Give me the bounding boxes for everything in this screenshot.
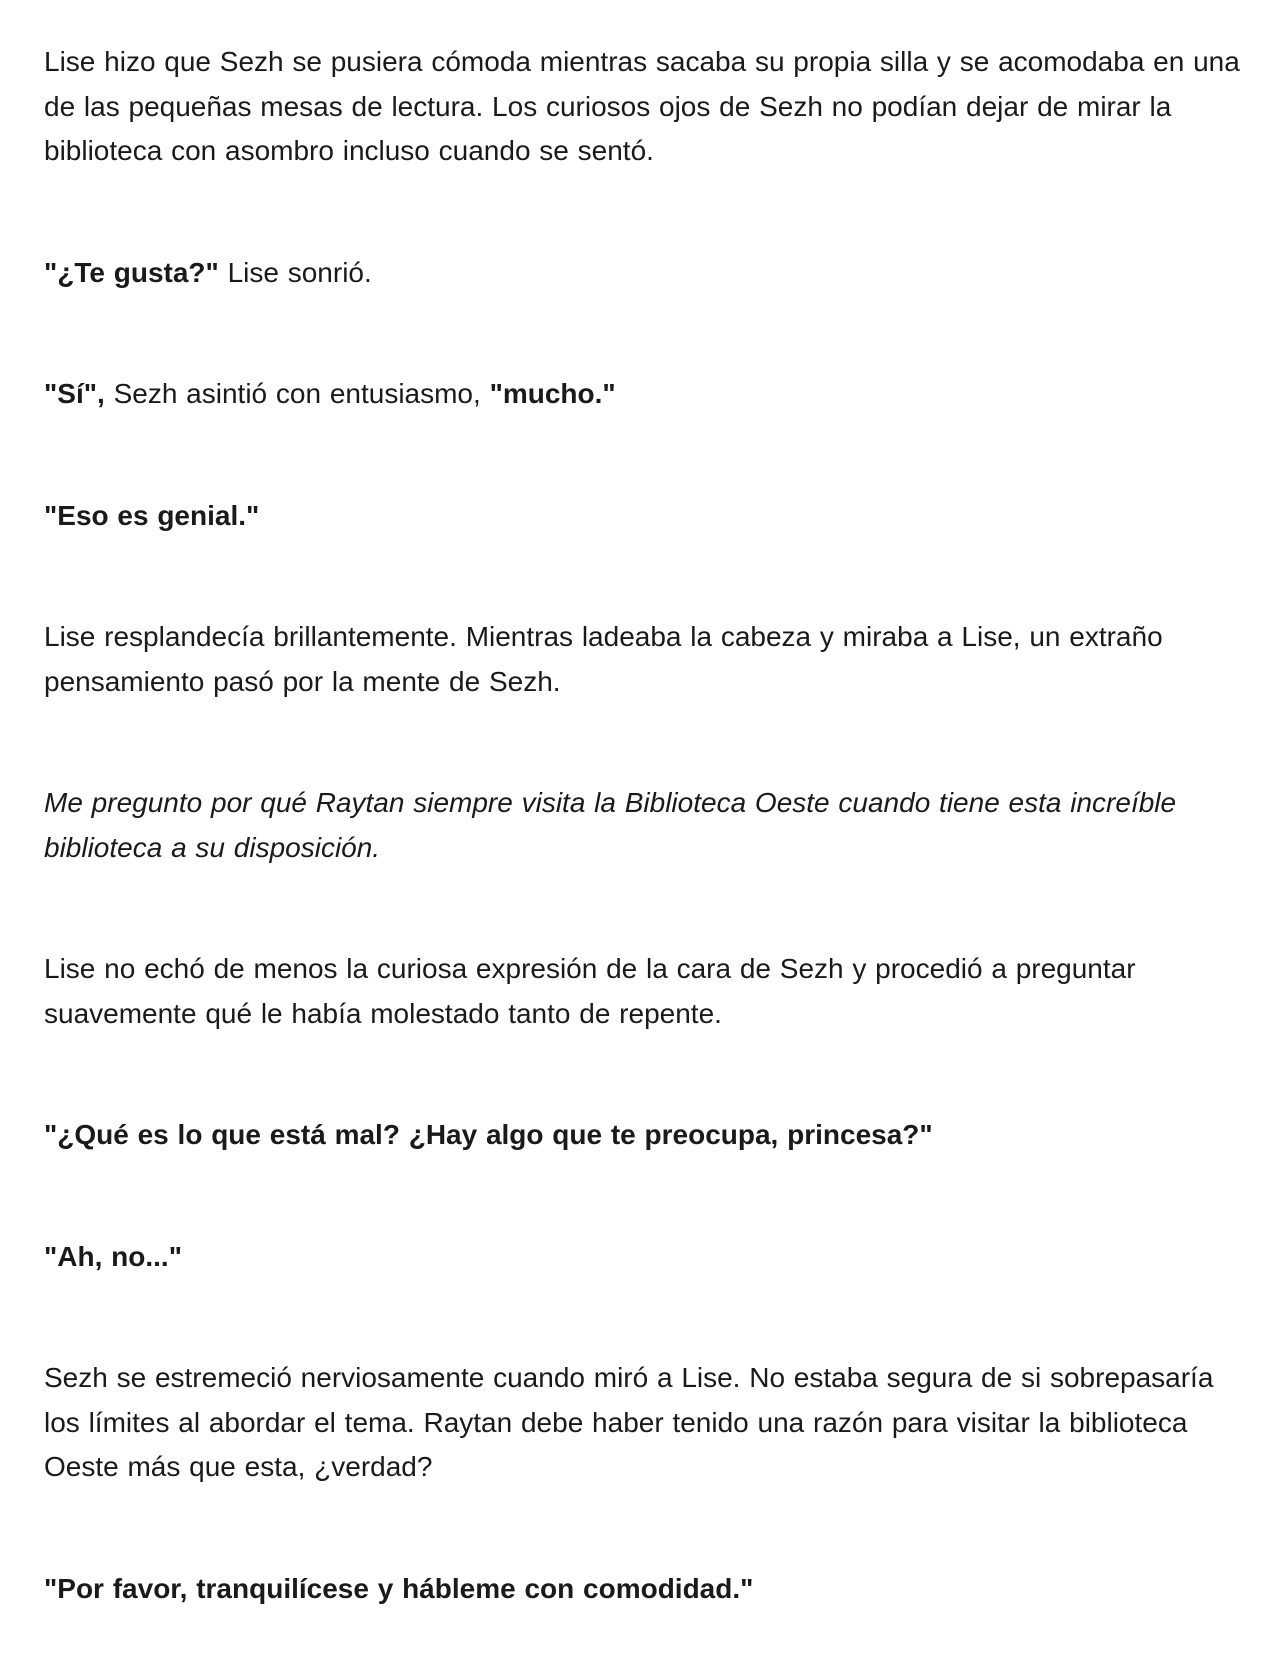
dialogue-text: "Por favor, tranquilícese y hábleme con comodidad." <box>44 1572 754 1604</box>
dialogue-paragraph <box>44 251 1244 296</box>
dialogue-text: "mucho." <box>489 378 616 409</box>
paragraph-text: Lise resplandecía brillantemente. Mientras ladeaba la cabeza y miraba a Lise, un extraño pensamiento pasó por la mente de Sezh. <box>44 621 1163 697</box>
narration-text: Sezh asintió con entusiasmo, <box>104 378 490 409</box>
dialogue-text: "¿Te gusta?" <box>44 256 219 288</box>
narration-paragraph <box>44 615 1244 704</box>
narration-paragraph <box>44 1356 1244 1490</box>
dialogue-paragraph <box>44 1567 1244 1612</box>
dialogue-paragraph <box>44 1113 1244 1158</box>
dialogue-text: "Eso es genial." <box>44 499 260 531</box>
document-page <box>44 40 1244 1611</box>
dialogue-paragraph <box>44 372 1244 417</box>
paragraph-text: Lise hizo que Sezh se pusiera cómoda mientras sacaba su propia silla y se acomodaba en una de las pequeñas mesas de lectura. Los curiosos ojos de Sezh no podían dejar de mirar la biblioteca con asombro incluso cuando se sentó. <box>44 46 1240 166</box>
dialogue-paragraph <box>44 1235 1244 1280</box>
dialogue-text: "¿Qué es lo que está mal? ¿Hay algo que te preocupa, princesa?" <box>44 1119 933 1150</box>
dialogue-text: "Sí", <box>44 378 105 409</box>
narration-paragraph <box>44 40 1244 174</box>
narration-text: Lise sonrió. <box>218 256 372 288</box>
narration-paragraph <box>44 947 1244 1036</box>
thought-text: Me pregunto por qué Raytan siempre visita la Biblioteca Oeste cuando tiene esta increíble biblioteca a su disposición. <box>44 787 1177 863</box>
paragraph-text: Lise no echó de menos la curiosa expresión de la cara de Sezh y procedió a preguntar suavemente qué le había molestado tanto de repente. <box>44 953 1136 1029</box>
dialogue-paragraph <box>44 494 1244 539</box>
dialogue-text: "Ah, no..." <box>44 1240 182 1272</box>
paragraph-text: Sezh se estremeció nerviosamente cuando miró a Lise. No estaba segura de si sobrepasaría los límites al abordar el tema. Raytan debe haber tenido una razón para visitar la biblioteca Oeste más que esta, ¿verdad? <box>44 1362 1214 1482</box>
thought-paragraph <box>44 781 1244 870</box>
